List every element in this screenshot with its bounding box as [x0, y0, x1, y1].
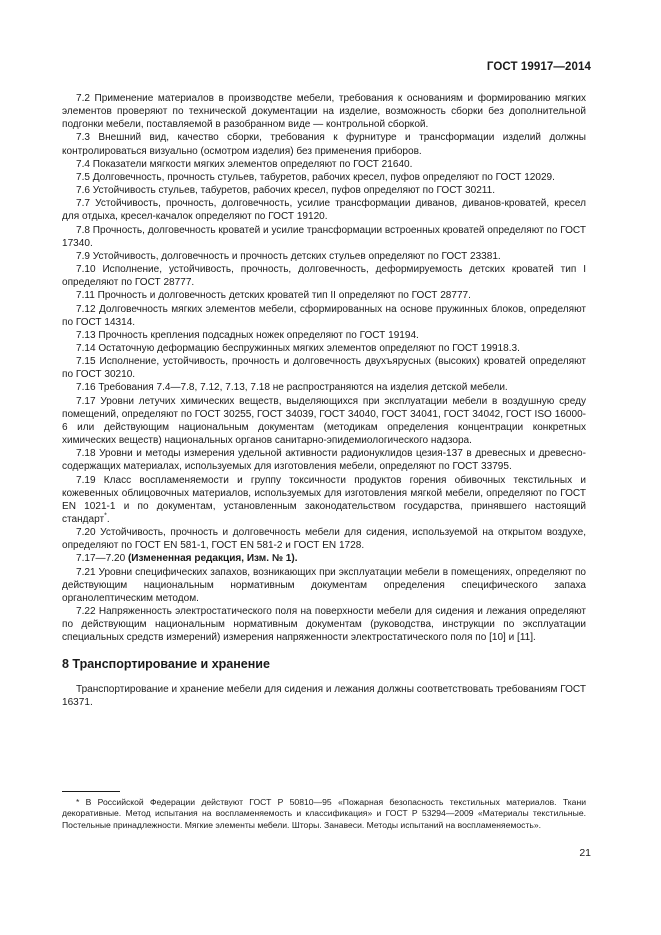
footnote-divider	[62, 791, 120, 792]
amendment-note	[62, 552, 586, 565]
section-8-title: 8 Транспортирование и хранение	[62, 656, 270, 671]
paragraph-7-11: 7.11 Прочность и долговечность детских кроватей тип II определяют по ГОСТ 28777.	[76, 290, 471, 302]
paragraph-7-14: 7.14 Остаточную деформацию беспружинных мягких элементов определяют по ГОСТ 19918.3.	[76, 342, 520, 354]
document-header: ГОСТ 19917—2014	[486, 61, 591, 73]
paragraph-7-5: 7.5 Долговечность, прочность стульев, табуретов, рабочих кресел, пуфов определяют по ГОСТ 12029.	[76, 171, 555, 183]
paragraph-7-10: 7.10 Исполнение, устойчивость, прочность, долговечность, деформируемость детских кроватей тип I определяют по ГОСТ 28777.	[62, 264, 586, 289]
page-number: 21	[579, 847, 591, 859]
paragraph-7-4: 7.4 Показатели мягкости мягких элементов определяют по ГОСТ 21640.	[76, 158, 413, 170]
paragraph-7-9: 7.9 Устойчивость, долговечность и прочность детских стульев определяют по ГОСТ 23381.	[76, 250, 501, 262]
paragraph-7-18: 7.18 Уровни и методы измерения удельной активности радионуклидов цезия-137 в древесных и древесно-содержащих материалах, используемых для изготовления мебели, определяют по ГОСТ 33795.	[62, 448, 586, 473]
footnote: * В Российской Федерации действуют ГОСТ Р 50810—95 «Пожарная безопасность текстильных материалов. Ткани декоративные. Метод испытания на воспламеняемость и классификация» и ГОСТ Р 53294—2009 «Материалы текстильные. Постельные принадлежности. Мягкие элементы мебели. Шторы. Занавеси. Методы испытаний на воспламеняемость».	[62, 797, 586, 830]
paragraph-7-16: 7.16 Требования 7.4—7.8, 7.12, 7.13, 7.18 не распространяются на изделия детской мебели.	[76, 382, 508, 394]
document-body	[62, 92, 586, 709]
section-8-text: Транспортирование и хранение мебели для сидения и лежания должны соответствовать требованиям ГОСТ 16371.	[62, 683, 586, 708]
paragraph-7-15: 7.15 Исполнение, устойчивость, прочность и долговечность двухъярусных (высоких) кроватей определяют по ГОСТ 30210.	[62, 356, 586, 381]
paragraph-7-12: 7.12 Долговечность мягких элементов мебели, сформированных на основе пружинных блоков, определяют по ГОСТ 14314.	[62, 303, 586, 328]
paragraph-7-19: 7.19 Класс воспламеняемости и группу токсичности продуктов горения обивочных текстильных и кожевенных облицовочных материалов, используемых для изготовления мягкой мебели, определяют по ГОСТ EN 1021-1 и по документам, установленным законодательством государства, принявшего настоящий стандарт*.	[62, 474, 586, 525]
paragraph-7-22: 7.22 Напряженность электростатического поля на поверхности мебели для сидения и лежания определяют по действующим национальным нормативным документам (руководства, инструкции по эксплуатации специальных средств измерений) измерения напряженности электростатического поля по [10] и [11].	[62, 606, 586, 644]
footnote-mark: *	[104, 512, 107, 520]
paragraph-7-20: 7.20 Устойчивость, прочность и долговечность мебели для сидения, используемой на открытом воздухе, определяют по ГОСТ EN 581-1, ГОСТ EN 581-2 и ГОСТ EN 1728.	[62, 527, 586, 552]
paragraph-7-19-text: 7.19 Класс воспламеняемости и группу токсичности продуктов горения обивочных текстильных и кожевенных облицовочных материалов, используемых для изготовления мягкой мебели, определяют по ГОСТ EN 1021-1 и по документам, установленным законодательством государства, принявшего настоящий стандарт	[62, 474, 586, 525]
paragraph-7-17: 7.17 Уровни летучих химических веществ, выделяющихся при эксплуатации мебели в воздушную среду помещений, определяют по ГОСТ 30255, ГОСТ 34039, ГОСТ 34040, ГОСТ 34041, ГОСТ 34042, ГОСТ ISO 16000-6 или действующим национальным документам (методикам определения концентрации конкретных химических веществ) национальных органов санитарно-эпидемиологического надзора.	[62, 395, 586, 447]
amendment-prefix: 7.17—7.20	[76, 553, 128, 565]
paragraph-7-8: 7.8 Прочность, долговечность кроватей и усилие трансформации встроенных кроватей определяют по ГОСТ 17340.	[62, 224, 586, 249]
paragraph-7-3: 7.3 Внешний вид, качество сборки, требования к фурнитуре и трансформации изделий должны контролироваться визуально (осмотром изделия) без применения приборов.	[62, 132, 586, 157]
paragraph-7-7: 7.7 Устойчивость, прочность, долговечность, усилие трансформации диванов, диванов-кроватей, кресел для отдыха, кресел-качалок определяют по ГОСТ 19120.	[62, 198, 586, 223]
paragraph-7-21: 7.21 Уровни специфических запахов, возникающих при эксплуатации мебели в помещениях, определяют по действующим национальным нормативным документам определения специфического запаха органолептическим методом.	[62, 566, 586, 604]
amendment-bold: (Измененная редакция, Изм. № 1).	[127, 553, 298, 565]
paragraph-7-6: 7.6 Устойчивость стульев, табуретов, рабочих кресел, пуфов определяют по ГОСТ 30211.	[76, 185, 496, 197]
paragraph-7-13: 7.13 Прочность крепления подсадных ножек определяют по ГОСТ 19194.	[76, 329, 419, 341]
paragraph-7-2: 7.2 Применение материалов в производстве мебели, требования к основаниям и формированию мягких элементов проверяют по технической документации на изделие, возможность сборки без дополнительной подгонки мебели, поставляемой в разобранном виде — контрольной сборкой.	[62, 93, 586, 131]
